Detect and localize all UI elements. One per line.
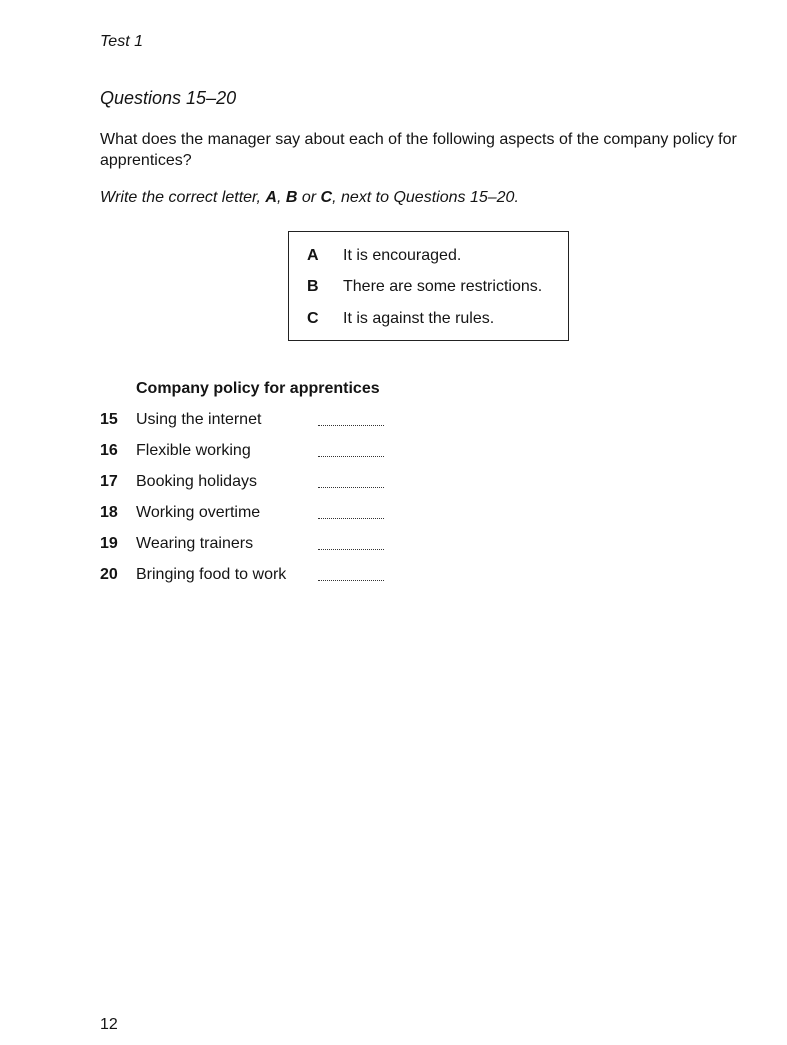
question-label: Wearing trainers xyxy=(136,535,254,552)
option-b xyxy=(307,278,542,296)
question-text: What does the manager say about each of the following aspects of the company policy for apprentices? xyxy=(100,131,737,169)
answer-blank[interactable] xyxy=(318,580,384,581)
question-number: 19 xyxy=(100,535,118,552)
question-number: 17 xyxy=(100,473,118,490)
option-text: There are some restrictions. xyxy=(343,278,543,295)
answer-blank[interactable] xyxy=(318,487,384,488)
option-c xyxy=(307,310,494,328)
answer-blank[interactable] xyxy=(318,549,384,550)
option-letter: B xyxy=(307,278,319,295)
option-letter: C xyxy=(307,310,319,327)
table-heading: Company policy for apprentices xyxy=(136,380,380,397)
instruction-letter-a: A xyxy=(265,189,277,206)
options-box xyxy=(288,231,569,341)
answer-blank[interactable] xyxy=(318,518,384,519)
question-number: 18 xyxy=(100,504,118,521)
instruction-letter-b: B xyxy=(285,189,298,206)
question-number: 15 xyxy=(100,411,118,428)
question-number: 20 xyxy=(100,566,118,583)
instruction-sep1: , xyxy=(276,189,286,206)
running-head: Test 1 xyxy=(100,33,143,50)
section-title: Questions 15–20 xyxy=(100,88,237,108)
option-text: It is against the rules. xyxy=(343,310,495,327)
question-label: Using the internet xyxy=(136,411,262,428)
question-label: Bringing food to work xyxy=(136,566,287,583)
answer-blank[interactable] xyxy=(318,456,384,457)
option-a xyxy=(307,247,461,265)
option-letter: A xyxy=(307,247,319,264)
page-number: 12 xyxy=(100,1016,118,1033)
question-label: Flexible working xyxy=(136,442,251,459)
question-number: 16 xyxy=(100,442,118,459)
instruction-sep2: or xyxy=(297,189,321,206)
instruction-part2: , next to Questions 15–20. xyxy=(332,189,519,206)
instruction-letter-c: C xyxy=(320,189,333,206)
answer-blank[interactable] xyxy=(318,425,384,426)
instruction-part1: Write the correct letter, xyxy=(100,189,266,206)
question-label: Working overtime xyxy=(136,504,261,521)
instruction xyxy=(100,189,519,207)
question-label: Booking holidays xyxy=(136,473,257,490)
option-text: It is encouraged. xyxy=(343,247,462,264)
